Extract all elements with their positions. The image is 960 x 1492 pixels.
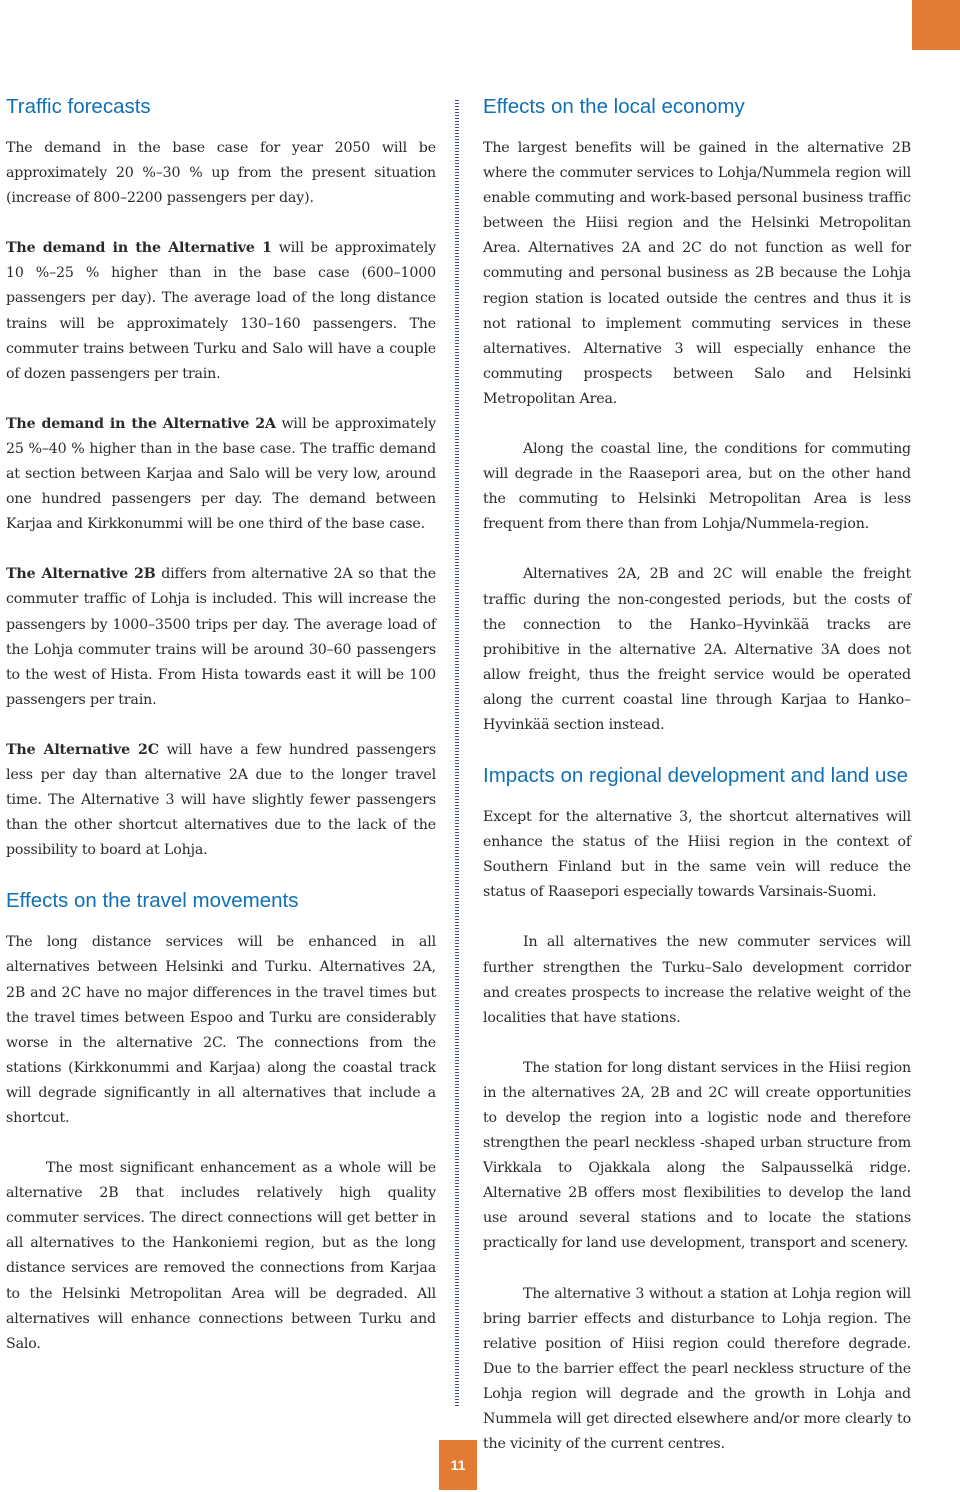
paragraph-lead: The Alternative 2C [6,741,159,758]
paragraph-lead: The Alternative 2B [6,566,156,583]
paragraph [6,136,436,211]
paragraph-lead: The demand in the Alternative 2A [6,415,276,432]
paragraph: Except for the alternative 3, the shortcut alternatives will enhance the status of the Hiisi region in the context of Southern Finland but in the same vein will reduce the status of Raasepori especially towards Varsinais-Suomi. [483,809,911,901]
page-number: 11 [439,1440,477,1490]
paragraph: The long distance services will be enhanced in all alternatives between Helsinki and Turku. Alternatives 2A, 2B and 2C have no major differences in the travel times but the travel times between Espoo and Turku are considerably worse in the alternative 2C. The connections from the stations (Kirkkonummi and Karjaa) along the coastal track will degrade significantly in all alternatives that include a shortcut. [6,934,436,1126]
paragraph [6,562,436,713]
paragraph-text: will be approximately 25 %–40 % higher than in the base case. The traffic demand at section between Karjaa and Salo will be very low, around one hundred passengers per day. The demand between Karjaa and Kirkkonummi will be one third of the base case. [6,415,437,533]
column-divider [455,100,459,1408]
paragraph: Alternatives 2A, 2B and 2C will enable the freight traffic during the non-congested periods, but the costs of the connection to the Hanko–Hyvinkää tracks are prohibitive in the alternative 2A. Alternative 3A does not allow freight, thus the freight service would be operated along the current coastal line through Karjaa to Hanko–Hyvinkää section instead. [483,566,911,733]
paragraph-text: differs from alternative 2A so that the commuter traffic of Lohja is included. This will increase the passengers by 1000–3500 trips per day. The average load of the Lohja commuter trains will be around 30–60 passengers to the west of Hista. From Hista towards east it will be 100 passengers per train. [6,566,436,708]
paragraph: The alternative 3 without a station at Lohja region will bring barrier effects and disturbance to Lohja region. The relative position of Hiisi region could therefore degrade. Due to the barrier effect the pearl neckless structure of the Lohja region will degrade and the growth in Lohja and Nummela will get directed elsewhere and/or more clearly to the vicinity of the current centres. [483,1285,911,1453]
travel-movements-heading: Effects on the travel movements [6,889,299,913]
paragraph [6,738,436,863]
right-column [483,94,911,1482]
paragraph-lead: The demand in the Alternative 1 [6,240,272,257]
paragraph: The largest benefits will be gained in the alternative 2B where the commuter services to Lohja/Nummela region will enable commuting and work-based personal business traffic between the Hiisi region and the Helsinki Metropolitan Area. Alternatives 2A and 2C do not function as well for commuting and personal business as 2B because the Lohja region station is located outside the centres and thus it is not rational to implement commuting services in these alternatives. Alternative 3 will especially enhance the commuting prospects between Salo and Helsinki Metropolitan Area. [483,140,911,407]
left-column [6,94,436,1382]
corner-tab [912,0,960,50]
paragraph: Along the coastal line, the conditions for commuting will degrade in the Raasepori area, but on the other hand the commuting to Helsinki Metropolitan Area is less frequent from there than from Lohja/Nummela-region. [483,441,911,533]
local-economy-heading: Effects on the local economy [483,95,745,118]
paragraph [6,412,436,537]
paragraph [6,236,436,387]
paragraph-text: The demand in the base case for year 2050 will be approximately 20 %–30 % up from the present situation (increase of 800–2200 passengers per day). [6,140,436,207]
traffic-forecasts-heading: Traffic forecasts [6,95,151,118]
paragraph: The most significant enhancement as a whole will be alternative 2B that includes relatively high quality commuter services. The direct connections will get better in all alternatives to the Hankoniemi region, but as the long distance services are removed the connections from Karjaa to the Helsinki Metropolitan Area will be degraded. All alternatives will enhance connections between Turku and Salo. [6,1160,436,1352]
regional-development-heading: Impacts on regional development and land use [483,764,909,788]
paragraph-text: will be approximately 10 %–25 % higher than in the base case (600–1000 passengers per day). The average load of the long distance trains will be approximately 130–160 passengers. The commuter trains between Turku and Salo will have a couple of dozen passengers per train. [6,240,436,382]
paragraph: The station for long distant services in the Hiisi region in the alternatives 2A, 2B and 2C will create opportunities to develop the region into a logistic node and therefore strengthen the pearl neckless -shaped urban structure from Virkkala to Ojakkala along the Salpausselkä ridge. Alternative 2B offers most flexibilities to develop the land use around several stations and to locate the stations practically for land use development, transport and scenery. [483,1059,911,1252]
paragraph-text: will have a few hundred passengers less per day than alternative 2A due to the longer travel time. The Alternative 3 will have slightly fewer passengers than the other shortcut alternatives due to the lack of the possibility to board at Lohja. [6,741,436,859]
paragraph: In all alternatives the new commuter services will further strengthen the Turku–Salo development corridor and creates prospects to increase the relative weight of the localities that have stations. [483,934,911,1026]
